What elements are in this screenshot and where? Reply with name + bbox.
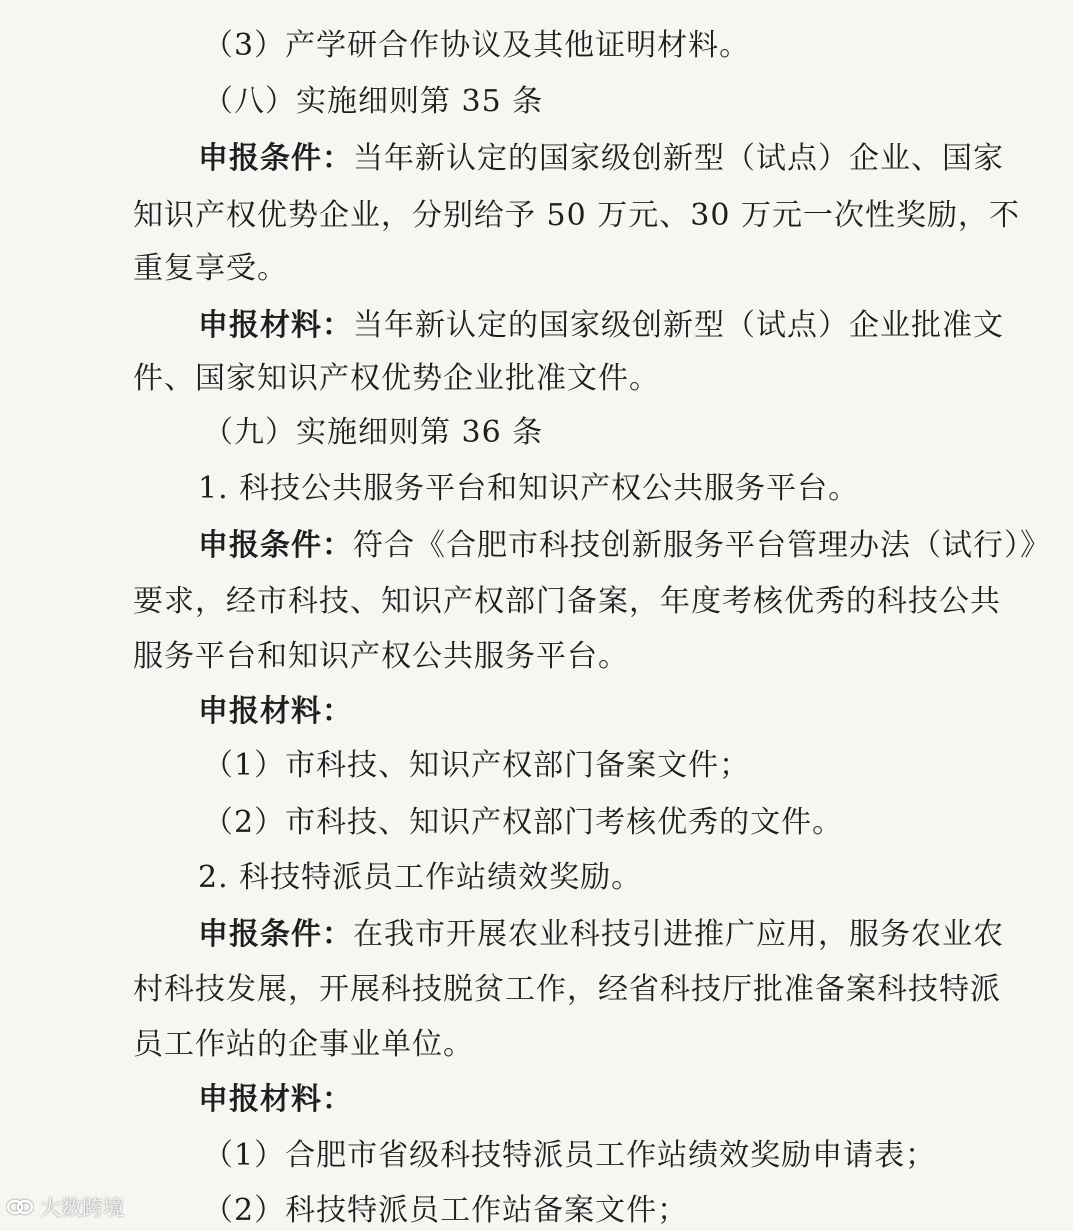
line-text: 件、国家知识产权优势企业批准文件。 <box>133 361 660 396</box>
field-label: 申报材料： <box>198 308 353 343</box>
line-text: （八）实施细则第 35 条 <box>203 84 544 119</box>
field-label: 申报条件： <box>198 141 353 176</box>
section-heading <box>203 82 543 122</box>
line-text: 重复享受。 <box>133 251 288 286</box>
watermark-text: 大数跨境 <box>40 1196 124 1220</box>
text-line <box>198 858 642 898</box>
line-text: 当年新认定的国家级创新型（试点）企业、国家 <box>353 141 1004 176</box>
line-text: 要求，经市科技、知识产权部门备案，年度考核优秀的科技公共 <box>133 584 1001 619</box>
line-text: 员工作站的企事业单位。 <box>133 1027 474 1062</box>
text-line <box>133 249 288 289</box>
text-line <box>133 196 1020 236</box>
line-text: 村科技发展，开展科技脱贫工作，经省科技厅批准备案科技特派 <box>133 972 1001 1007</box>
text-line <box>133 970 1001 1010</box>
text-line <box>203 746 750 786</box>
line-text: 2. 科技特派员工作站绩效奖励。 <box>198 860 643 895</box>
text-line <box>198 469 859 509</box>
text-line <box>198 139 1004 179</box>
line-text: （2）科技特派员工作站备案文件； <box>203 1193 689 1228</box>
text-line <box>198 915 1004 955</box>
watermark <box>6 1192 124 1222</box>
section-heading <box>203 413 543 453</box>
text-line <box>203 1191 688 1231</box>
text-line <box>133 637 629 677</box>
text-line <box>203 1136 936 1176</box>
text-line <box>198 526 1051 566</box>
line-text: 符合《合肥市科技创新服务平台管理办法（试行）》 <box>353 528 1051 563</box>
field-label: 申报材料： <box>198 694 353 729</box>
line-text: 当年新认定的国家级创新型（试点）企业批准文 <box>353 308 1004 343</box>
line-text: 知识产权优势企业，分别给予 50 万元、30 万元一次性奖励，不 <box>133 198 1020 233</box>
text-line <box>133 582 1001 622</box>
line-text: （3）产学研合作协议及其他证明材料。 <box>203 28 751 63</box>
line-text: （1）合肥市省级科技特派员工作站绩效奖励申请表； <box>203 1138 937 1173</box>
text-line <box>198 1080 353 1120</box>
line-text: 服务平台和知识产权公共服务平台。 <box>133 639 629 674</box>
field-label: 申报材料： <box>198 1082 353 1117</box>
line-text: 在我市开展农业科技引进推广应用，服务农业农 <box>353 917 1004 952</box>
text-line <box>133 359 660 399</box>
field-label: 申报条件： <box>198 917 353 952</box>
text-line <box>203 803 843 843</box>
line-text: 1. 科技公共服务平台和知识产权公共服务平台。 <box>198 471 860 506</box>
line-text: （2）市科技、知识产权部门考核优秀的文件。 <box>203 805 844 840</box>
hyperlink-logo-icon <box>6 1196 34 1218</box>
field-label: 申报条件： <box>198 528 353 563</box>
line-text: （1）市科技、知识产权部门备案文件； <box>203 748 751 783</box>
text-line <box>133 1025 474 1065</box>
text-line <box>203 26 750 66</box>
text-line <box>198 306 1004 346</box>
text-line <box>198 692 353 732</box>
line-text: （九）实施细则第 36 条 <box>203 415 544 450</box>
